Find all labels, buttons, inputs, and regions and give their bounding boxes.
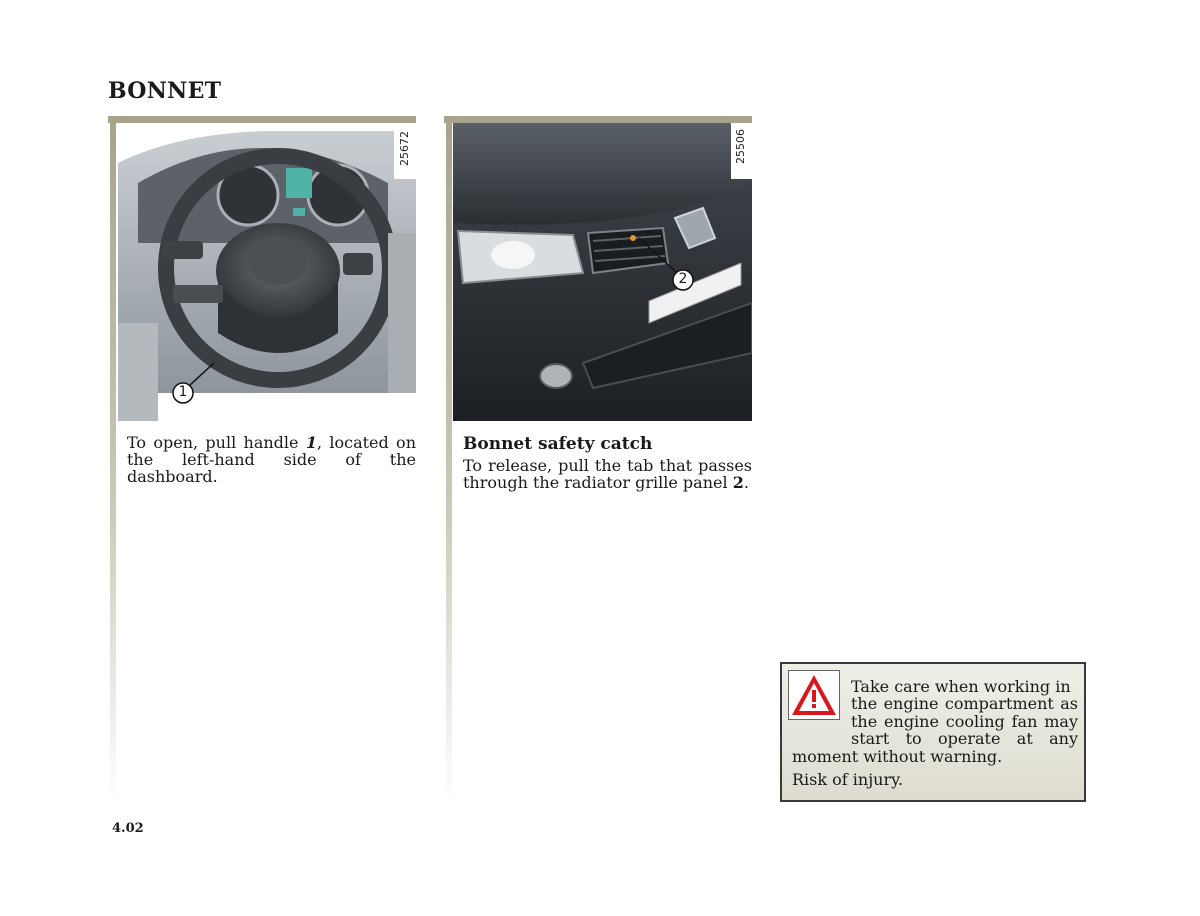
warning-risk: Risk of injury. xyxy=(792,770,904,789)
car-front-illustration xyxy=(453,123,752,421)
image-number-label-middle: 25506 xyxy=(734,129,747,164)
warning-box xyxy=(780,662,1086,802)
middle-text-part2: . xyxy=(743,473,749,492)
left-text-part1: To open, pull handle xyxy=(127,433,306,452)
middle-text-part1: To release, pull the tab that passes through the radiator grille panel xyxy=(463,456,752,492)
image-number-label: 25672 xyxy=(398,131,411,166)
warning-line-4: start to operate at any xyxy=(851,729,1078,748)
page-title: BONNET xyxy=(108,78,222,104)
warning-triangle-icon xyxy=(788,670,840,720)
left-column-top-rule xyxy=(108,116,416,123)
dashboard-svg xyxy=(118,123,416,421)
warning-line-2: the engine compartment as xyxy=(851,694,1078,713)
callout-1-label: 1 xyxy=(178,384,188,400)
bonnet-safety-catch-heading: Bonnet safety catch xyxy=(463,434,653,454)
page-number: 4.02 xyxy=(112,821,144,836)
left-column-side-rule xyxy=(110,116,116,806)
warning-line-1: Take care when working in xyxy=(851,677,1071,696)
car-front-svg xyxy=(453,123,752,421)
middle-column-top-rule xyxy=(444,116,752,123)
warning-line-5: moment without warning. xyxy=(792,747,1003,766)
handle-ref: 1 xyxy=(305,433,317,452)
middle-body-text xyxy=(463,457,752,491)
left-body-text xyxy=(127,434,416,485)
grille-ref: 2 xyxy=(732,473,744,492)
callout-2-label: 2 xyxy=(678,271,688,287)
middle-column-side-rule xyxy=(446,116,452,806)
dashboard-illustration xyxy=(118,123,416,421)
warning-line-3: the engine cooling fan may xyxy=(851,712,1078,731)
left-text-part2: , located on the left-hand side of the dashboard. xyxy=(127,433,416,486)
